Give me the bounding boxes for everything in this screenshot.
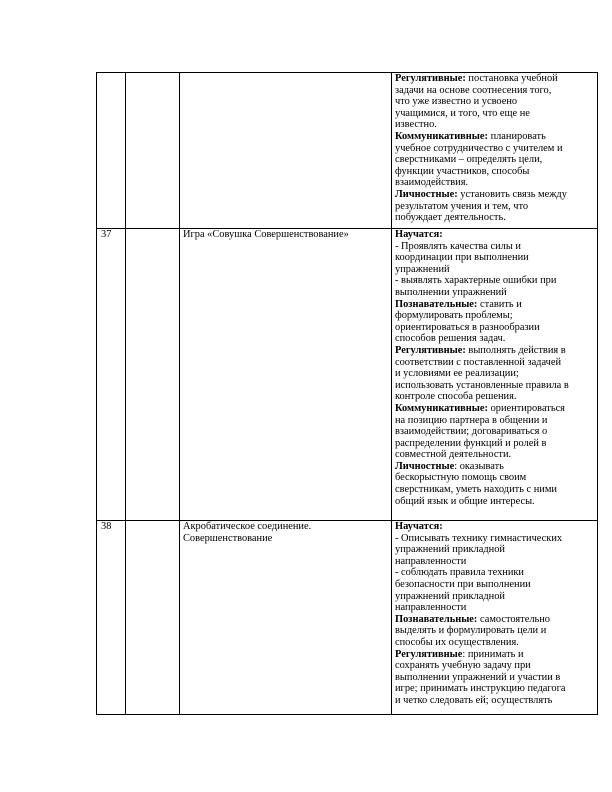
outcome-line <box>395 108 597 120</box>
outcome-line <box>395 241 597 253</box>
outcome-heading: Регулятивные: <box>395 73 466 84</box>
outcome-heading: Коммуникативные: <box>395 130 488 142</box>
outcome-line <box>395 461 597 473</box>
outcome-line <box>395 472 597 484</box>
outcome-text: и условиями ее реализации; <box>395 368 519 380</box>
outcome-text: что уже известно и усвоено <box>395 96 518 108</box>
outcome-text: - выявлять характерные ошибки при <box>395 275 557 287</box>
outcome-line <box>395 579 597 591</box>
outcome-line <box>395 189 597 201</box>
outcome-line <box>395 533 597 545</box>
lesson-plan-table <box>96 72 598 715</box>
outcome-line <box>395 660 597 672</box>
outcome-line <box>395 484 597 496</box>
learning-outcomes-cell <box>392 521 598 715</box>
outcome-text: распределении функций и ролей в <box>395 437 547 449</box>
lesson-topic-cell <box>180 229 392 521</box>
outcome-text: способы их осуществления. <box>395 636 519 648</box>
outcome-line <box>395 380 597 392</box>
outcome-line <box>395 299 597 311</box>
outcome-text: выделять и формулировать цели и <box>395 625 547 637</box>
outcome-text: направленности <box>395 602 467 614</box>
outcome-text: соответствии с поставленной задачей <box>395 356 562 368</box>
outcome-line <box>395 322 597 334</box>
lesson-number-cell-text <box>101 73 125 228</box>
outcome-text: взаимодействия. <box>395 177 469 189</box>
outcome-line <box>395 625 597 637</box>
outcome-text: известно. <box>395 119 437 131</box>
outcome-line <box>395 252 597 264</box>
outcome-line <box>395 649 597 661</box>
outcome-text: общий язык и общие интересы. <box>395 495 535 507</box>
outcome-text: формулировать проблемы; <box>395 310 513 322</box>
outcome-text: выполнять действия в <box>465 344 566 356</box>
outcome-line <box>395 275 597 287</box>
outcome-line <box>395 426 597 438</box>
outcome-line <box>395 166 597 178</box>
outcome-line <box>395 544 597 556</box>
outcome-line <box>395 229 597 241</box>
outcome-line <box>395 591 597 603</box>
outcome-line <box>395 345 597 357</box>
outcome-line <box>395 556 597 568</box>
outcome-heading: Научатся: <box>395 229 443 240</box>
outcome-text: взаимодействии; договариваться о <box>395 426 548 438</box>
outcome-line <box>395 264 597 276</box>
outcome-line <box>395 403 597 415</box>
outcome-line <box>395 143 597 155</box>
outcome-line <box>395 310 597 322</box>
outcome-text: на позицию партнера в общении и <box>395 414 548 426</box>
outcome-text: сверстникам, уметь находить с ними <box>395 484 557 496</box>
outcome-text: выполнении упражнений и участии в <box>395 671 561 683</box>
outcome-text: ставить и <box>477 298 522 310</box>
outcome-text: и четко следовать ей; осуществлять <box>395 694 553 706</box>
outcome-heading: Познавательные: <box>395 613 478 625</box>
outcome-text: сохранять учебную задачу при <box>395 660 531 672</box>
lesson-number-cell <box>97 73 126 229</box>
outcome-line <box>395 177 597 189</box>
outcome-text: совместной деятельности. <box>395 449 512 461</box>
outcome-heading: Личностные <box>395 460 455 472</box>
lesson-topic-cell-text <box>183 73 391 228</box>
outcome-text: бескорыстную помощь своим <box>395 472 527 484</box>
hours-cell-text <box>129 229 179 520</box>
outcome-text: координации при выполнении <box>395 252 529 264</box>
outcome-text: использовать установленные правила в <box>395 379 569 391</box>
outcome-text: учебное сотрудничество с учителем и <box>395 142 563 154</box>
outcome-text: контроле способа решения. <box>395 391 517 403</box>
outcome-line <box>395 391 597 403</box>
outcome-line <box>395 521 597 533</box>
table-row <box>97 73 598 229</box>
outcome-line <box>395 154 597 166</box>
outcome-text: - Описывать технику гимнастических <box>395 532 563 544</box>
lesson-number-cell <box>97 229 126 521</box>
outcome-line <box>395 496 597 508</box>
hours-cell <box>126 73 180 229</box>
outcome-text: упражнений прикладной <box>395 544 505 556</box>
outcome-line <box>395 602 597 614</box>
outcome-line <box>395 131 597 143</box>
outcome-text: функции участников, способы <box>395 165 530 177</box>
outcome-text: ориентироваться в разнообразии <box>395 321 540 333</box>
outcome-text: задачи на основе соотнесения того, <box>395 84 552 96</box>
learning-outcomes-cell <box>392 73 598 229</box>
lesson-number-cell-text: 38 <box>101 521 112 532</box>
hours-cell-text <box>129 521 179 714</box>
hours-cell <box>126 229 180 521</box>
outcome-line <box>395 683 597 695</box>
outcome-heading: Регулятивные: <box>395 344 466 356</box>
outcome-text: - Проявлять качества силы и <box>395 240 521 252</box>
outcome-line <box>395 357 597 369</box>
outcome-heading: Научатся: <box>395 521 443 532</box>
outcome-line <box>395 212 597 224</box>
outcome-text: : оказывать <box>454 460 504 472</box>
outcome-line <box>395 201 597 213</box>
table-row <box>97 229 598 521</box>
outcome-text: упражнений <box>395 263 450 275</box>
hours-cell <box>126 521 180 715</box>
lesson-topic-cell <box>180 73 392 229</box>
outcome-line <box>395 287 597 299</box>
outcome-heading: Коммуникативные: <box>395 402 488 414</box>
outcome-line <box>395 415 597 427</box>
outcome-line <box>395 85 597 97</box>
outcome-line <box>395 368 597 380</box>
outcome-line <box>395 637 597 649</box>
outcome-line <box>395 119 597 131</box>
outcome-line <box>395 73 597 85</box>
lesson-number-cell-text: 37 <box>101 229 112 240</box>
outcome-text: : принимать и <box>462 648 524 660</box>
learning-outcomes-cell <box>392 229 598 521</box>
outcome-line <box>395 96 597 108</box>
outcome-text: сверстниками – определять цели, <box>395 154 543 166</box>
outcome-heading: Личностные: <box>395 188 458 200</box>
lesson-topic-cell-text: Акробатическое соединение. Совершенствование <box>183 521 312 544</box>
outcome-text: способов решения задач. <box>395 333 506 345</box>
outcome-line <box>395 614 597 626</box>
outcome-line <box>395 449 597 461</box>
outcome-text: безопасности при выполнении <box>395 578 531 590</box>
outcome-line <box>395 567 597 579</box>
outcome-text: игре; принимать инструкцию педагога <box>395 683 566 695</box>
lesson-number-cell <box>97 521 126 715</box>
outcome-text: установить связь между <box>457 188 567 200</box>
outcome-text: - соблюдать правила техники <box>395 567 524 579</box>
outcome-text: постановка учебной <box>465 73 558 84</box>
outcome-text: побуждает деятельность. <box>395 212 506 224</box>
outcome-line <box>395 695 597 707</box>
outcome-text: планировать <box>487 130 546 142</box>
outcome-text: выполнении упражнений <box>395 286 507 298</box>
outcome-line <box>395 672 597 684</box>
outcome-text: направленности <box>395 555 467 567</box>
outcome-line <box>395 333 597 345</box>
outcome-text: упражнений прикладной <box>395 590 505 602</box>
lesson-topic-cell <box>180 521 392 715</box>
outcome-text: самостоятельно <box>477 613 550 625</box>
outcome-text: результатом учения и тем, что <box>395 200 529 212</box>
outcome-heading: Регулятивные <box>395 648 463 660</box>
outcome-text: ориентироваться <box>487 402 565 414</box>
outcome-line <box>395 438 597 450</box>
outcome-heading: Познавательные: <box>395 298 478 310</box>
hours-cell-text <box>129 73 179 228</box>
lesson-topic-cell-text: Игра «Совушка Совершенствование» <box>183 229 349 240</box>
table-row <box>97 521 598 715</box>
outcome-text: учащимися, и того, что еще не <box>395 107 530 119</box>
